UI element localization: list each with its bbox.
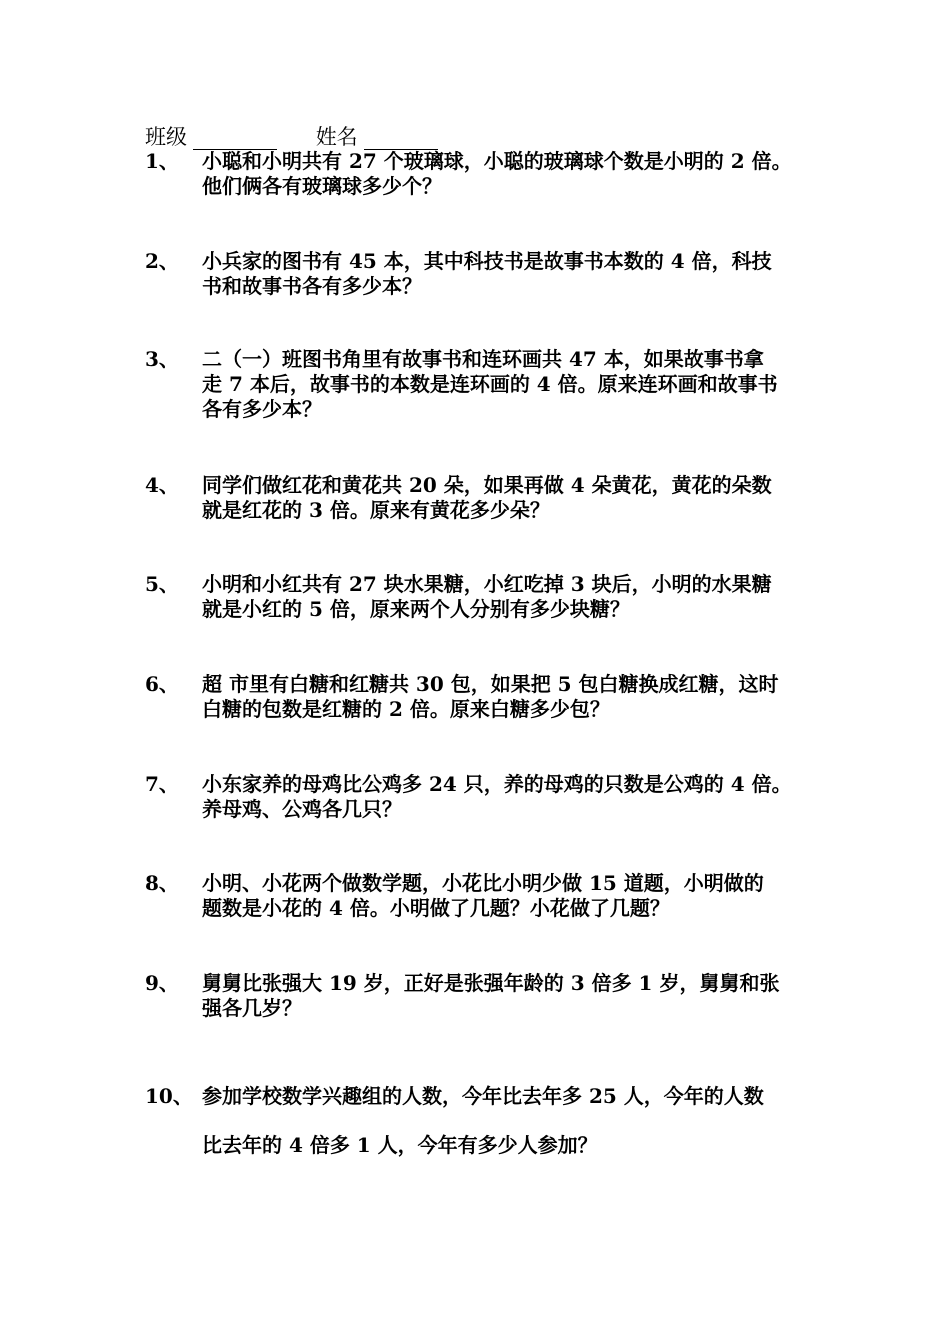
class-label: 班级	[145, 125, 187, 149]
problem-line: 强各几岁？	[202, 996, 302, 1020]
problem-number: 2、	[145, 249, 179, 273]
student-info-header	[145, 124, 438, 150]
problem-line: 白糖的包数是红糖的 2 倍。原来白糖多少包？	[202, 697, 610, 721]
problem-line: 他们俩各有玻璃球多少个？	[202, 174, 442, 198]
problem-text	[202, 871, 822, 921]
problem-line: 比去年的 4 倍多 1 人，今年有多少人参加？	[202, 1133, 598, 1157]
problem-line: 同学们做红花和黄花共 20 朵，如果再做 4 朵黄花，黄花的朵数	[202, 473, 772, 497]
problem-text	[202, 971, 822, 1021]
problem-line: 小东家养的母鸡比公鸡多 24 只，养的母鸡的只数是公鸡的 4 倍。	[202, 772, 792, 796]
name-label: 姓名	[315, 125, 358, 149]
problem-line: 养母鸡、公鸡各几只？	[202, 797, 402, 821]
name-blank-field[interactable]	[364, 127, 438, 150]
problem-number: 9、	[145, 971, 179, 995]
problem-text	[202, 149, 822, 199]
problem-number: 1、	[145, 149, 179, 173]
problem-line: 二（一）班图书角里有故事书和连环画共 47 本，如果故事书拿	[202, 347, 764, 371]
problem-number: 7、	[145, 772, 179, 796]
problem-number: 3、	[145, 347, 179, 371]
problem-line: 小聪和小明共有 27 个玻璃球，小聪的玻璃球个数是小明的 2 倍。	[202, 149, 792, 173]
problem-line: 小明、小花两个做数学题，小花比小明少做 15 道题，小明做的	[202, 871, 764, 895]
problem-line: 参加学校数学兴趣组的人数，今年比去年多 25 人，今年的人数	[202, 1084, 764, 1108]
problem-line: 题数是小花的 4 倍。小明做了几题？小花做了几题？	[202, 896, 670, 920]
problem-line: 小兵家的图书有 45 本，其中科技书是故事书本数的 4 倍，科技	[202, 249, 772, 273]
class-blank-field[interactable]	[193, 127, 277, 150]
problem-number: 10、	[145, 1084, 193, 1108]
problem-line: 书和故事书各有多少本？	[202, 274, 422, 298]
problem-text	[202, 249, 822, 299]
problem-text	[202, 1084, 822, 1158]
problem-number: 4、	[145, 473, 179, 497]
problem-number: 8、	[145, 871, 179, 895]
problem-line: 各有多少本？	[202, 397, 322, 421]
problem-line: 舅舅比张强大 19 岁，正好是张强年龄的 3 倍多 1 岁，舅舅和张	[202, 971, 780, 995]
problem-text	[202, 473, 822, 523]
problem-line: 走 7 本后，故事书的本数是连环画的 4 倍。原来连环画和故事书	[202, 372, 778, 396]
problem-number: 6、	[145, 672, 179, 696]
problem-line: 就是小红的 5 倍，原来两个人分别有多少块糖？	[202, 597, 630, 621]
problem-number: 5、	[145, 572, 179, 596]
problem-line: 小明和小红共有 27 块水果糖，小红吃掉 3 块后，小明的水果糖	[202, 572, 772, 596]
problem-line: 超 市里有白糖和红糖共 30 包，如果把 5 包白糖换成红糖，这时	[202, 672, 779, 696]
problem-text	[202, 672, 822, 722]
problem-text	[202, 347, 822, 422]
problem-text	[202, 772, 822, 822]
problem-text	[202, 572, 822, 622]
problem-line: 就是红花的 3 倍。原来有黄花多少朵？	[202, 498, 550, 522]
